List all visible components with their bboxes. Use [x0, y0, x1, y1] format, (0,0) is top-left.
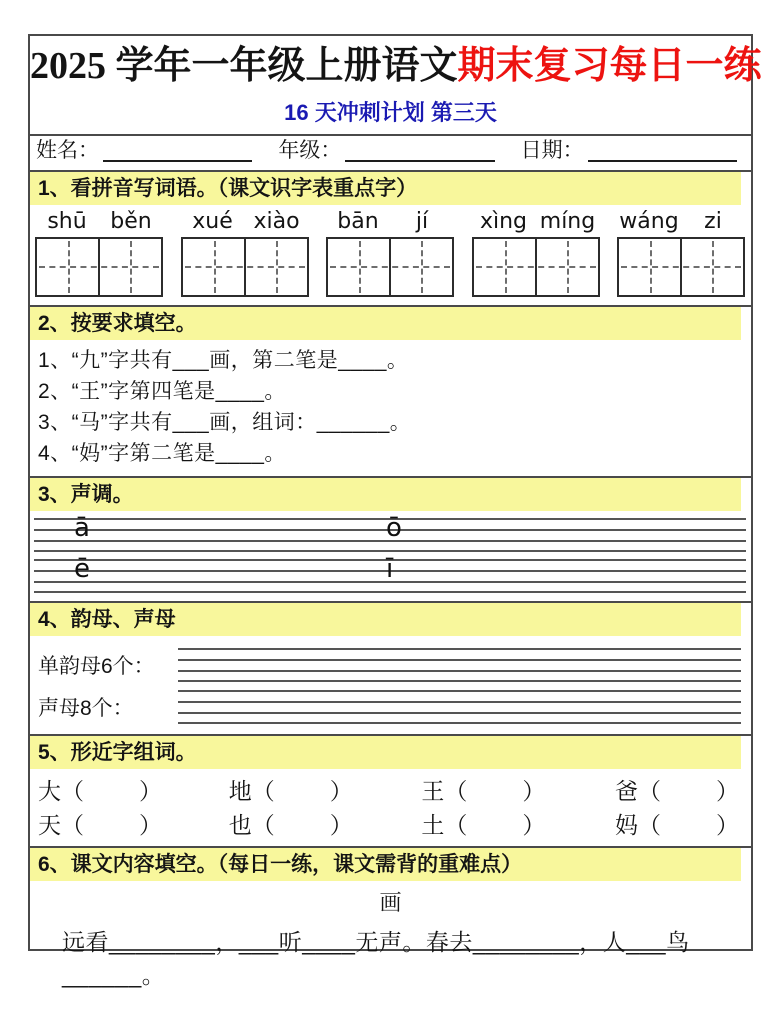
character-paren-cell — [421, 773, 615, 806]
open-paren: （ — [444, 811, 468, 838]
similar-character-grid — [30, 769, 751, 846]
character-paren-cell — [38, 807, 229, 840]
stave-line — [178, 701, 741, 703]
character: 天 — [38, 811, 61, 838]
fill-blank-question: 2、“王”字第四笔是____。 — [38, 380, 286, 403]
similar-character-row — [38, 806, 739, 840]
stave-line — [178, 690, 741, 692]
character-paren-cell — [421, 807, 615, 840]
pinyin-pair-row — [617, 206, 745, 237]
character: 大 — [38, 777, 61, 804]
tone-letter: ē — [74, 554, 90, 584]
section-1-pinyin-words — [30, 172, 751, 305]
character: 土 — [421, 811, 445, 838]
pinyin-label: míng — [539, 209, 596, 234]
title-red-part: 期末复习每日一练 — [457, 45, 762, 87]
fill-blank-question: 4、“妈”字第二笔是____。 — [38, 442, 286, 465]
title-block — [30, 36, 762, 136]
section-3-header: 3、声调。 — [30, 478, 741, 511]
section-5-similar-characters — [30, 734, 751, 846]
fill-blank-questions — [30, 340, 751, 476]
box-dashed-line — [39, 266, 159, 268]
stave-line — [178, 722, 741, 724]
box-dashed-line — [330, 266, 450, 268]
section-5-header: 5、形近字组词。 — [30, 736, 741, 769]
pinyin-pair-row — [472, 206, 600, 237]
character-paren-cell — [615, 807, 739, 840]
tone-letter: ō — [386, 513, 402, 543]
character-paren-cell — [615, 773, 739, 806]
fill-blank-question: 1、“九”字共有___画，第二笔是____。 — [38, 349, 409, 372]
tone-staves — [30, 511, 751, 601]
page-title — [30, 36, 762, 87]
pinyin-box-group — [326, 206, 454, 297]
open-paren: （ — [444, 777, 468, 804]
close-paren: ） — [329, 777, 353, 804]
character-paren-cell — [38, 773, 229, 806]
pinyin-label: xiào — [253, 209, 300, 234]
section-6-text-recitation — [30, 846, 751, 990]
box-dashed-line — [476, 266, 596, 268]
pinyin-label: zi — [704, 209, 722, 234]
finals-initials-rows — [30, 636, 751, 734]
poem-fill-line: 远看________，___听____无声。春去________，人___鸟______。 — [62, 929, 690, 988]
pinyin-label: jí — [415, 209, 429, 234]
stave-line — [178, 712, 741, 714]
answer-row-label: 声母8个： — [38, 697, 134, 720]
answer-stave — [178, 648, 741, 682]
pinyin-pair-row — [326, 206, 454, 237]
open-paren: （ — [61, 777, 84, 804]
close-paren: ） — [139, 777, 162, 804]
name-label: 姓名： — [36, 139, 99, 162]
pinyin-box-group — [181, 206, 309, 297]
open-paren: （ — [251, 777, 275, 804]
pinyin-pair-row — [35, 206, 163, 237]
pinyin-writing-grid — [30, 205, 751, 305]
writing-box — [35, 237, 163, 297]
pinyin-box-group — [472, 206, 600, 297]
date-blank-line — [588, 140, 737, 162]
pinyin-label: xué — [192, 209, 233, 234]
stave-line — [178, 680, 741, 682]
pinyin-label: běn — [110, 209, 152, 234]
similar-character-row — [38, 772, 739, 806]
section-6-header: 6、课文内容填空。（每日一练，课文需背的重难点） — [30, 848, 741, 881]
grade-blank-line — [345, 140, 494, 162]
worksheet-frame — [28, 34, 762, 988]
open-paren: （ — [251, 811, 275, 838]
close-paren: ） — [716, 811, 739, 838]
writing-box — [472, 237, 600, 297]
answer-stave — [178, 690, 741, 724]
fill-blank-question: 3、“马”字共有___画，组词：______。 — [38, 411, 412, 434]
stave-line — [178, 670, 741, 672]
section-4-finals-initials — [30, 601, 751, 734]
writing-box — [181, 237, 309, 297]
poem-title: 画 — [379, 890, 402, 915]
answer-row-label: 单韵母6个： — [38, 655, 155, 678]
pinyin-box-group — [617, 206, 745, 297]
writing-box — [617, 237, 745, 297]
title-black-part: 2025 学年一年级上册语文 — [30, 45, 458, 87]
tone-stave — [34, 554, 746, 593]
open-paren: （ — [61, 811, 84, 838]
character: 王 — [421, 777, 445, 804]
name-blank-line — [103, 140, 252, 162]
date-label: 日期： — [520, 139, 584, 162]
close-paren: ） — [522, 777, 546, 804]
section-2-header: 2、按要求填空。 — [30, 307, 741, 340]
page-subtitle: 16 天冲刺计划 第三天 — [284, 99, 497, 125]
writing-box — [326, 237, 454, 297]
character-paren-cell — [229, 807, 422, 840]
character: 地 — [228, 777, 252, 804]
pinyin-pair-row — [181, 206, 309, 237]
student-info-row — [30, 136, 751, 172]
close-paren: ） — [139, 811, 162, 838]
stave-line — [34, 591, 746, 593]
close-paren: ） — [329, 811, 353, 838]
open-paren: （ — [638, 811, 661, 838]
section-1-header: 1、看拼音写词语。（课文识字表重点字） — [30, 172, 741, 205]
tone-letter: ī — [386, 554, 394, 584]
pinyin-label: bān — [337, 209, 379, 234]
section-2-fill-blanks — [30, 305, 751, 476]
tone-letter: ā — [74, 513, 90, 543]
character: 也 — [228, 811, 252, 838]
character: 妈 — [615, 811, 638, 838]
open-paren: （ — [638, 777, 661, 804]
section-3-tones — [30, 476, 751, 601]
character: 爸 — [615, 777, 638, 804]
stave-line — [34, 550, 746, 552]
answer-stave-row — [38, 686, 741, 728]
stave-line — [178, 659, 741, 661]
tone-stave — [34, 513, 746, 552]
box-dashed-line — [185, 266, 305, 268]
pinyin-label: xìng — [479, 209, 528, 234]
character-paren-cell — [229, 773, 422, 806]
stave-line — [178, 648, 741, 650]
pinyin-label: wáng — [619, 209, 679, 234]
section-4-header: 4、韵母、声母 — [30, 603, 741, 636]
close-paren: ） — [716, 777, 739, 804]
pinyin-box-group — [35, 206, 163, 297]
box-dashed-line — [621, 266, 741, 268]
close-paren: ） — [522, 811, 546, 838]
answer-stave-row — [38, 644, 741, 686]
pinyin-label: shū — [47, 209, 87, 234]
grade-label: 年级： — [278, 139, 342, 162]
